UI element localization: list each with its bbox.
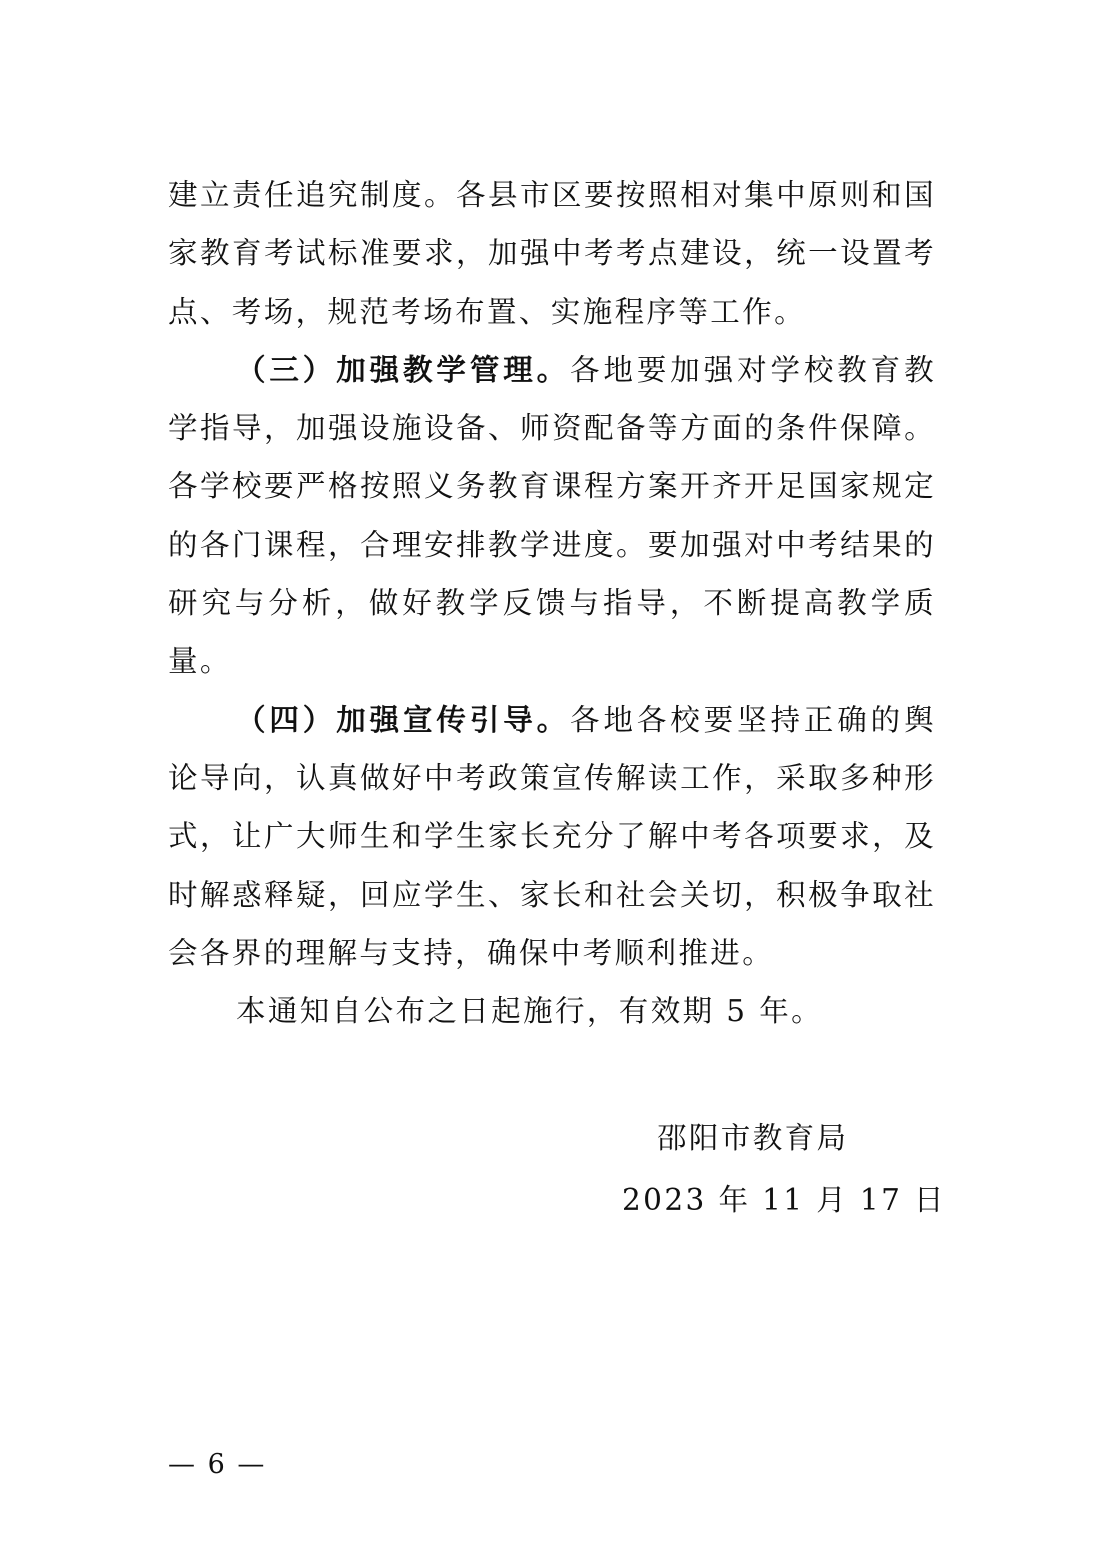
paragraph-continuation [168,166,936,341]
page-number: — 6 — [168,1449,267,1480]
section-heading: （四）加强宣传引导。 [236,701,571,737]
document-body [168,166,936,1040]
paragraph-text: 各地各校要坚持正确的舆论导向，认真做好中考政策宣传解读工作，采取多种形式，让广大师生和学生家长充分了解中考各项要求，及时解惑释疑，回应学生、家长和社会关切，积极争取社会各界的理解与支持，确保中考顺利推进。 [168,702,936,970]
paragraph-text: 各地要加强对学校教育教学指导，加强设施设备、师资配备等方面的条件保障。各学校要严格按照义务教育课程方案开齐开足国家规定的各门课程，合理安排教学进度。要加强对中考结果的研究与分析，做好教学反馈与指导，不断提高教学质量。 [168,352,936,679]
section-heading: （三）加强教学管理。 [236,351,571,387]
paragraph-publicity-guidance [168,691,936,982]
paragraph-effective-date [168,982,936,1040]
paragraph-text: 本通知自公布之日起施行，有效期 5 年。 [236,994,824,1029]
signature-organization: 邵阳市教育局 [657,1121,849,1155]
paragraph-text: 建立责任追究制度。各县市区要按照相对集中原则和国家教育考试标准要求，加强中考考点建设，统一设置考点、考场，规范考场布置、实施程序等工作。 [168,178,936,329]
signature-date: 2023 年 11 月 17 日 [622,1183,946,1217]
paragraph-teaching-management [168,341,936,691]
